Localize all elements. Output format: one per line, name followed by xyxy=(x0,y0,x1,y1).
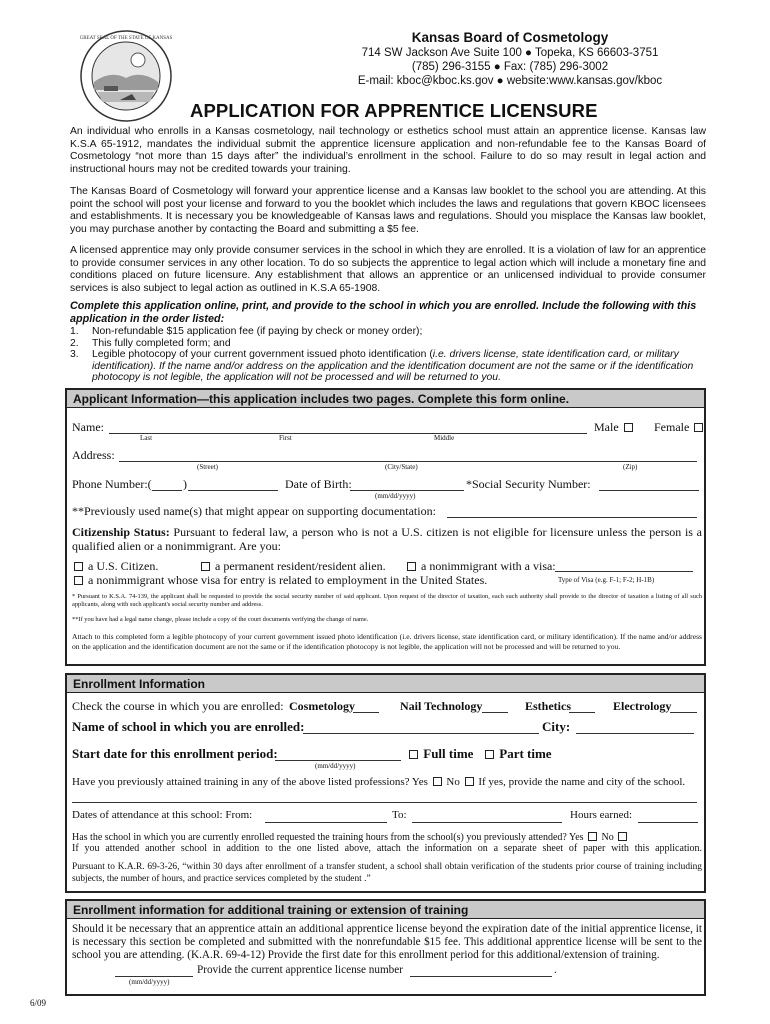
school-name-input[interactable] xyxy=(303,733,539,734)
organization-phone-fax: (785) 296-3155 ● Fax: (785) 296-3002 xyxy=(411,61,609,73)
course-nail-input[interactable] xyxy=(482,712,508,713)
requirement-item: 2. This fully completed form; and xyxy=(70,337,231,349)
school-city-label: City: xyxy=(542,719,571,734)
course-label: Check the course in which you are enrolled: xyxy=(72,699,284,713)
other-school-note: If you attended another school in addition to the one listed above, attach the information on a separate sheet of paper with this application. xyxy=(72,843,702,854)
state-seal-logo xyxy=(80,30,172,122)
name-change-note: **If you have had a legal name change, please include a copy of the court documents verifying the change of name. xyxy=(72,616,369,623)
attendance-to-label: To: xyxy=(392,809,407,821)
female-checkbox[interactable] xyxy=(694,423,703,432)
course-nail-technology: Nail Technology xyxy=(400,699,483,713)
ssn-note: * Pursuant to K.S.A. 74-139, the applicant shall be requested to provide the social security number of said applicant. Upon request of the director of taxation, each such authority shall provide to the director of taxation a listing of all such applicants, along with such applicant's social security number and address. xyxy=(72,593,702,608)
attendance-from-input[interactable] xyxy=(265,822,387,823)
address-label: Address: xyxy=(72,448,115,462)
address-input[interactable] xyxy=(119,461,697,462)
requirement-item: 3. Legible photocopy of your current government issued photo identification (i.e. drivers license, state identification card, or military identification). If the name and/or address on the application and the identification document are not the same or if the identification photocopy is not legible, the application will not be processed and will be returned to you. xyxy=(70,349,694,384)
requirements-list xyxy=(70,326,706,384)
transfer-student-note: Pursuant to K.A.R. 69-3-26, “within 30 days after enrollment of a transfer student, a school shall obtain verification of the students prior course of training including subjects, the number of hours, and practice services completed by the student .” xyxy=(72,862,702,884)
hours-requested-question: Has the school in which you are currently enrolled requested the training hours from the school(s) you previously attended? Yes No xyxy=(72,832,629,843)
phone-area-code-input[interactable] xyxy=(152,490,182,491)
school-name-label: Name of school in which you are enrolled: xyxy=(72,719,305,734)
male-checkbox[interactable] xyxy=(624,423,633,432)
nonimmigrant-visa-option[interactable]: a nonimmigrant with a visa: xyxy=(405,559,556,574)
additional-training-section xyxy=(65,899,706,996)
intro-paragraph-2: The Kansas Board of Cosmetology will forward your apprentice license and a Kansas law booklet to the school you are attending. At this point the school will post your license and forward to you the booklet which includes the laws and regulations that govern KBOC licensees and establishments. It is necessary you be knowledgeable of Kansas laws and regulations. Should you misplace the Kansas law booklet, you may purchase another by contacting the Board and submitting a $5 fee. xyxy=(70,186,706,235)
dob-label: Date of Birth: xyxy=(285,477,352,491)
license-number-label: Provide the current apprentice license number xyxy=(197,964,403,976)
course-cosmetology-input[interactable] xyxy=(353,712,379,713)
previous-training-no-checkbox[interactable] xyxy=(465,777,474,786)
intro-paragraph-3: A licensed apprentice may only provide consumer services in the school in which they are enrolled. It is a violation of law for an apprentice to provide consumer services in any other location. To do so subjects the apprentice to legal action which will include a monetary fine and conditions placed on future licensure. Any establishment that allows an apprentice or an unlicensed individual to provide consumer services is also subject to legal action as outlined in K.S.A 65-1908. xyxy=(70,245,706,294)
ssn-label: *Social Security Number: xyxy=(466,477,591,491)
hours-earned-input[interactable] xyxy=(638,822,698,823)
previous-training-yes-checkbox[interactable] xyxy=(433,777,442,786)
name-input[interactable] xyxy=(109,433,587,434)
dob-hint: (mm/dd/yyyy) xyxy=(375,492,416,500)
previous-names-label: **Previously used name(s) that might appear on supporting documentation: xyxy=(72,504,436,518)
visa-type-hint: Type of Visa (e.g. F-1; F-2; H-1B) xyxy=(558,576,655,584)
start-date-label: Start date for this enrollment period: xyxy=(72,746,278,761)
hours-earned-label: Hours earned: xyxy=(570,809,633,821)
start-date-hint: (mm/dd/yyyy) xyxy=(315,762,356,770)
enrollment-information-section xyxy=(65,673,706,893)
license-number-input[interactable] xyxy=(410,976,552,977)
intro-paragraph-1: An individual who enrolls in a Kansas cosmetology, nail technology or esthetics school must attain an apprentice license. Kansas law K.S.A 65-1912, mandates the individual submit the apprentice licensure application and non-refundable fee to the Kansas Board of Cosmetology “not more than 15 days after” the individual’s enrollment in the school. Failure to do so may result in legal action and instructional hours may not be credited towards your training. xyxy=(70,126,706,175)
identification-note: Attach to this completed form a legible photocopy of your current government issued photo identification (i.e. drivers license, state identification card, or military identification). If the name and/or address on the application and the identification document are not the same or if the identification photocopy is not legible, the application will not be processed and will be returned to you. xyxy=(72,632,702,651)
female-option[interactable]: Female xyxy=(654,420,705,435)
middle-name-hint: Middle xyxy=(434,434,455,442)
svg-text:GREAT SEAL OF THE STATE OF KAN: GREAT SEAL OF THE STATE OF KANSAS xyxy=(80,36,172,41)
full-time-option[interactable]: Full time xyxy=(407,746,473,762)
course-cosmetology: Cosmetology xyxy=(289,699,355,713)
nonimmigrant-visa-checkbox[interactable] xyxy=(407,562,416,571)
additional-training-text: Should it be necessary that an apprentice attain an additional apprentice license beyond the expiration date of the initial apprentice license, it is necessary this section be completed and submitted with the nonrefundable $15 fee. This additional apprentice license will be sent to the school you are attending. (K.A.R. 69-4-12) Provide the first date for this enrollment period for this additional/extension of training. xyxy=(72,923,702,961)
start-date-input[interactable] xyxy=(275,760,401,761)
enrollment-section-heading: Enrollment Information xyxy=(67,675,704,693)
phone-number-input[interactable] xyxy=(188,490,278,491)
organization-address: 714 SW Jackson Ave Suite 100 ● Topeka, KS 66603-3751 xyxy=(361,47,659,59)
applicant-information-section xyxy=(65,388,706,666)
organization-name: Kansas Board of Cosmetology xyxy=(411,30,609,45)
part-time-option[interactable]: Part time xyxy=(483,746,552,762)
citizenship-statement: Citizenship Status: Pursuant to federal law, a person who is not a U.S. citizen is not eligible for licensure unless the person is a qualified alien or a nonimmigrant. Are you: xyxy=(72,525,702,553)
dob-input[interactable] xyxy=(350,490,464,491)
permanent-resident-checkbox[interactable] xyxy=(201,562,210,571)
full-time-checkbox[interactable] xyxy=(409,750,418,759)
instructions-heading: Complete this application online, print, and provide to the school in which you are enrolled. Include the following with this application in the order listed: xyxy=(70,300,697,325)
city-state-hint: (City/State) xyxy=(385,463,418,471)
phone-paren: ) xyxy=(183,477,187,491)
visa-type-input[interactable] xyxy=(555,571,693,572)
name-label: Name: xyxy=(72,420,104,434)
organization-header xyxy=(300,30,720,88)
applicant-section-heading: Applicant Information—this application includes two pages. Complete this form online. xyxy=(67,390,704,408)
organization-email-website: E-mail: kboc@kboc.ks.gov ● website:www.kansas.gov/kboc xyxy=(357,75,663,87)
part-time-checkbox[interactable] xyxy=(485,750,494,759)
previous-training-question: Have you previously attained training in any of the above listed professions? Yes No If yes, provide the name and city of the school. xyxy=(72,776,686,788)
nonimmigrant-employment-checkbox[interactable] xyxy=(74,576,83,585)
hours-requested-yes-checkbox[interactable] xyxy=(588,832,597,841)
additional-training-heading: Enrollment information for additional training or extension of training xyxy=(67,901,704,919)
street-hint: (Street) xyxy=(197,463,218,471)
phone-label: Phone Number:( xyxy=(72,477,152,491)
form-title: APPLICATION FOR APPRENTICE LICENSURE xyxy=(190,100,598,121)
zip-hint: (Zip) xyxy=(623,463,638,471)
attendance-to-input[interactable] xyxy=(412,822,562,823)
course-electrology-input[interactable] xyxy=(670,712,697,713)
attendance-from-label: Dates of attendance at this school: From: xyxy=(72,809,253,821)
revision-date: 6/09 xyxy=(30,998,47,1008)
last-name-hint: Last xyxy=(140,434,153,442)
nonimmigrant-employment-option[interactable]: a nonimmigrant whose visa for entry is related to employment in the United States. xyxy=(72,573,487,588)
us-citizen-checkbox[interactable] xyxy=(74,562,83,571)
ssn-input[interactable] xyxy=(599,490,699,491)
first-name-hint: First xyxy=(279,434,292,442)
course-esthetics-input[interactable] xyxy=(569,712,595,713)
additional-date-hint: (mm/dd/yyyy) xyxy=(129,978,170,986)
previous-school-input[interactable] xyxy=(72,802,697,803)
us-citizen-option[interactable]: a U.S. Citizen. xyxy=(72,559,158,574)
course-electrology: Electrology xyxy=(613,699,672,713)
male-option[interactable]: Male xyxy=(594,420,635,435)
school-city-input[interactable] xyxy=(576,733,694,734)
previous-names-input[interactable] xyxy=(447,517,697,518)
additional-training-date-input[interactable] xyxy=(115,976,193,977)
permanent-resident-option[interactable]: a permanent resident/resident alien. xyxy=(199,559,386,574)
course-esthetics: Esthetics xyxy=(525,699,571,713)
period-mark: . xyxy=(554,964,557,976)
requirement-item: 1. Non-refundable $15 application fee (if paying by check or money order); xyxy=(70,326,423,337)
hours-requested-no-checkbox[interactable] xyxy=(618,832,627,841)
